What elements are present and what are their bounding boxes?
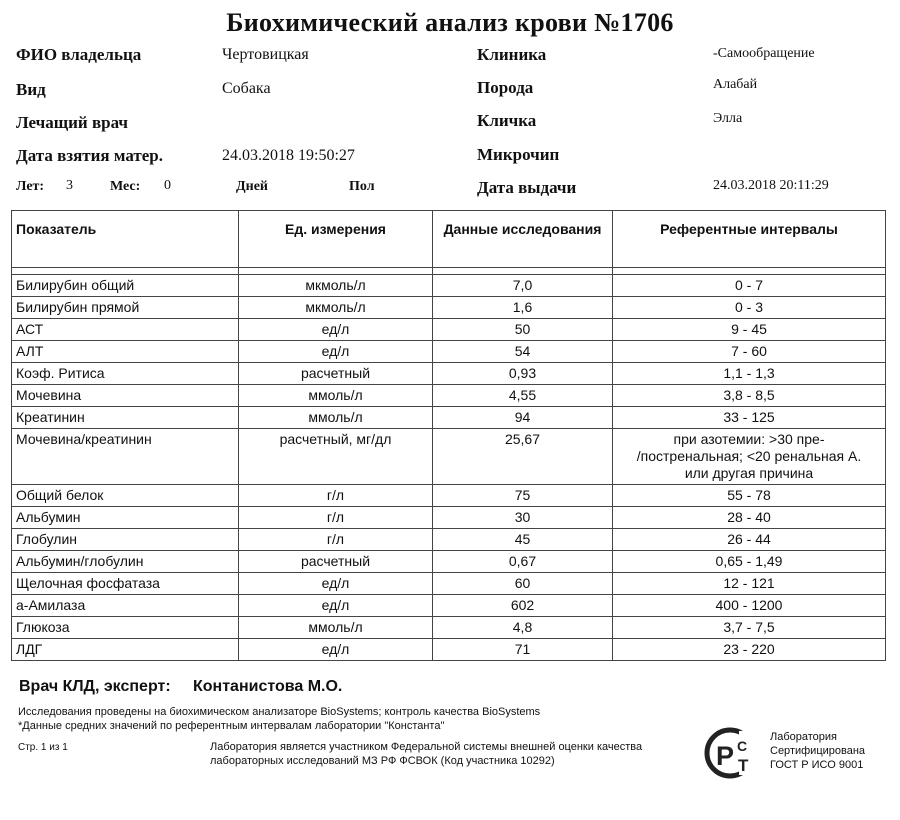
reference-cell: 23 - 220 xyxy=(613,639,886,661)
column-header-reference: Референтные интервалы xyxy=(613,211,886,268)
parameter-cell: Глобулин xyxy=(12,529,239,551)
unit-cell: ед/л xyxy=(239,595,433,617)
unit-cell: ммоль/л xyxy=(239,407,433,429)
result-cell: 30 xyxy=(433,507,613,529)
results-table xyxy=(11,210,886,661)
clinic-label: Клиника xyxy=(477,45,547,64)
reference-note: *Данные средних значений по референтным интервалам лаборатории "Константа" xyxy=(18,720,445,732)
page-title: Биохимический анализ крови №1706 xyxy=(226,8,674,37)
table-row xyxy=(12,485,886,507)
table-spacer-row xyxy=(12,268,886,275)
parameter-cell: ЛДГ xyxy=(12,639,239,661)
sample-date-label: Дата взятия матер. xyxy=(16,146,163,165)
page-number: Стр. 1 из 1 xyxy=(18,742,68,753)
result-cell: 45 xyxy=(433,529,613,551)
result-cell: 4,55 xyxy=(433,385,613,407)
unit-cell: расчетный, мг/дл xyxy=(239,429,433,485)
parameter-cell: Мочевина/креатинин xyxy=(12,429,239,485)
fsvok-note-line-1: Лаборатория является участником Федеральной системы внешней оценки качества xyxy=(210,741,643,753)
lab-doctor-name: Контанистова М.О. xyxy=(193,678,343,695)
result-cell: 54 xyxy=(433,341,613,363)
parameter-cell: Щелочная фосфатаза xyxy=(12,573,239,595)
issue-date-value: 24.03.2018 20:11:29 xyxy=(713,178,829,193)
parameter-cell: Глюкоза xyxy=(12,617,239,639)
table-row xyxy=(12,429,886,485)
column-header-result: Данные исследования xyxy=(433,211,613,268)
unit-cell: расчетный xyxy=(239,551,433,573)
result-cell: 75 xyxy=(433,485,613,507)
column-header-parameter: Показатель xyxy=(12,211,239,268)
reference-cell: 3,7 - 7,5 xyxy=(613,617,886,639)
parameter-cell: а-Амилаза xyxy=(12,595,239,617)
parameter-cell: Коэф. Ритиса xyxy=(12,363,239,385)
certification-text xyxy=(770,730,865,772)
unit-cell: ед/л xyxy=(239,341,433,363)
table-row xyxy=(12,639,886,661)
reference-cell: 400 - 1200 xyxy=(613,595,886,617)
unit-cell: г/л xyxy=(239,485,433,507)
table-row xyxy=(12,297,886,319)
result-cell: 25,67 xyxy=(433,429,613,485)
table-row xyxy=(12,529,886,551)
table-row xyxy=(12,551,886,573)
microchip-label: Микрочип xyxy=(477,145,560,164)
certification-line-1: Лаборатория xyxy=(770,731,837,743)
svg-text:Р: Р xyxy=(716,741,735,771)
parameter-cell: Билирубин прямой xyxy=(12,297,239,319)
result-cell: 1,6 xyxy=(433,297,613,319)
unit-cell: ед/л xyxy=(239,639,433,661)
nickname-label: Кличка xyxy=(477,111,537,130)
months-value: 0 xyxy=(164,178,171,193)
table-row xyxy=(12,617,886,639)
result-cell: 7,0 xyxy=(433,275,613,297)
unit-cell: мкмоль/л xyxy=(239,297,433,319)
breed-label: Порода xyxy=(477,78,534,97)
result-cell: 0,93 xyxy=(433,363,613,385)
result-cell: 0,67 xyxy=(433,551,613,573)
analyzer-note: Исследования проведены на биохимическом анализаторе BioSystems; контроль качества BioSystems xyxy=(18,706,541,718)
reference-cell: 0,65 - 1,49 xyxy=(613,551,886,573)
reference-cell: 9 - 45 xyxy=(613,319,886,341)
reference-cell: 26 - 44 xyxy=(613,529,886,551)
result-cell: 94 xyxy=(433,407,613,429)
owner-label: ФИО владельца xyxy=(16,45,142,64)
reference-cell: 12 - 121 xyxy=(613,573,886,595)
reference-cell: 7 - 60 xyxy=(613,341,886,363)
parameter-cell: Альбумин/глобулин xyxy=(12,551,239,573)
unit-cell: ммоль/л xyxy=(239,617,433,639)
reference-cell: при азотемии: >30 пре- /постренальная; <20 ренальная А. или другая причина xyxy=(613,429,886,485)
species-label: Вид xyxy=(16,80,46,99)
species-value: Собака xyxy=(222,80,271,97)
result-cell: 71 xyxy=(433,639,613,661)
reference-cell: 0 - 3 xyxy=(613,297,886,319)
table-row xyxy=(12,595,886,617)
owner-value: Чертовицкая xyxy=(222,46,309,63)
parameter-cell: Билирубин общий xyxy=(12,275,239,297)
table-row xyxy=(12,573,886,595)
result-cell: 4,8 xyxy=(433,617,613,639)
years-value: 3 xyxy=(66,178,73,193)
unit-cell: мкмоль/л xyxy=(239,275,433,297)
issue-date-label: Дата выдачи xyxy=(477,178,577,197)
table-row xyxy=(12,341,886,363)
rst-certification-logo-icon xyxy=(701,725,761,781)
days-label: Дней xyxy=(236,179,268,194)
certification-line-3: ГОСТ Р ИСО 9001 xyxy=(770,759,864,771)
months-label: Мес: xyxy=(110,179,141,194)
table-row xyxy=(12,507,886,529)
unit-cell: г/л xyxy=(239,529,433,551)
fsvok-note-line-2: лабораторных исследований МЗ РФ ФСВОК (Код участника 10292) xyxy=(210,755,555,767)
table-row xyxy=(12,407,886,429)
reference-cell: 33 - 125 xyxy=(613,407,886,429)
clinic-value: -Самообращение xyxy=(713,46,815,61)
reference-cell: 0 - 7 xyxy=(613,275,886,297)
unit-cell: ед/л xyxy=(239,319,433,341)
unit-cell: ммоль/л xyxy=(239,385,433,407)
parameter-cell: Альбумин xyxy=(12,507,239,529)
result-cell: 50 xyxy=(433,319,613,341)
table-row xyxy=(12,275,886,297)
breed-value: Алабай xyxy=(713,77,758,92)
parameter-cell: Мочевина xyxy=(12,385,239,407)
result-cell: 60 xyxy=(433,573,613,595)
svg-text:С: С xyxy=(737,738,748,754)
years-label: Лет: xyxy=(16,179,45,194)
unit-cell: г/л xyxy=(239,507,433,529)
table-header-row xyxy=(12,211,886,268)
column-header-unit: Ед. измерения xyxy=(239,211,433,268)
reference-cell: 55 - 78 xyxy=(613,485,886,507)
parameter-cell: Креатинин xyxy=(12,407,239,429)
svg-text:Т: Т xyxy=(738,756,749,775)
sex-label: Пол xyxy=(349,179,375,194)
nickname-value: Элла xyxy=(713,111,743,126)
parameter-cell: Общий белок xyxy=(12,485,239,507)
unit-cell: ед/л xyxy=(239,573,433,595)
table-row xyxy=(12,385,886,407)
reference-cell: 28 - 40 xyxy=(613,507,886,529)
parameter-cell: АСТ xyxy=(12,319,239,341)
table-row xyxy=(12,363,886,385)
attending-doctor-label: Лечащий врач xyxy=(16,113,128,132)
reference-cell: 1,1 - 1,3 xyxy=(613,363,886,385)
unit-cell: расчетный xyxy=(239,363,433,385)
result-cell: 602 xyxy=(433,595,613,617)
parameter-cell: АЛТ xyxy=(12,341,239,363)
certification-line-2: Сертифицирована xyxy=(770,745,866,757)
sample-date-value: 24.03.2018 19:50:27 xyxy=(222,147,355,164)
lab-doctor-label: Врач КЛД, эксперт: xyxy=(19,678,171,695)
table-row xyxy=(12,319,886,341)
reference-cell: 3,8 - 8,5 xyxy=(613,385,886,407)
